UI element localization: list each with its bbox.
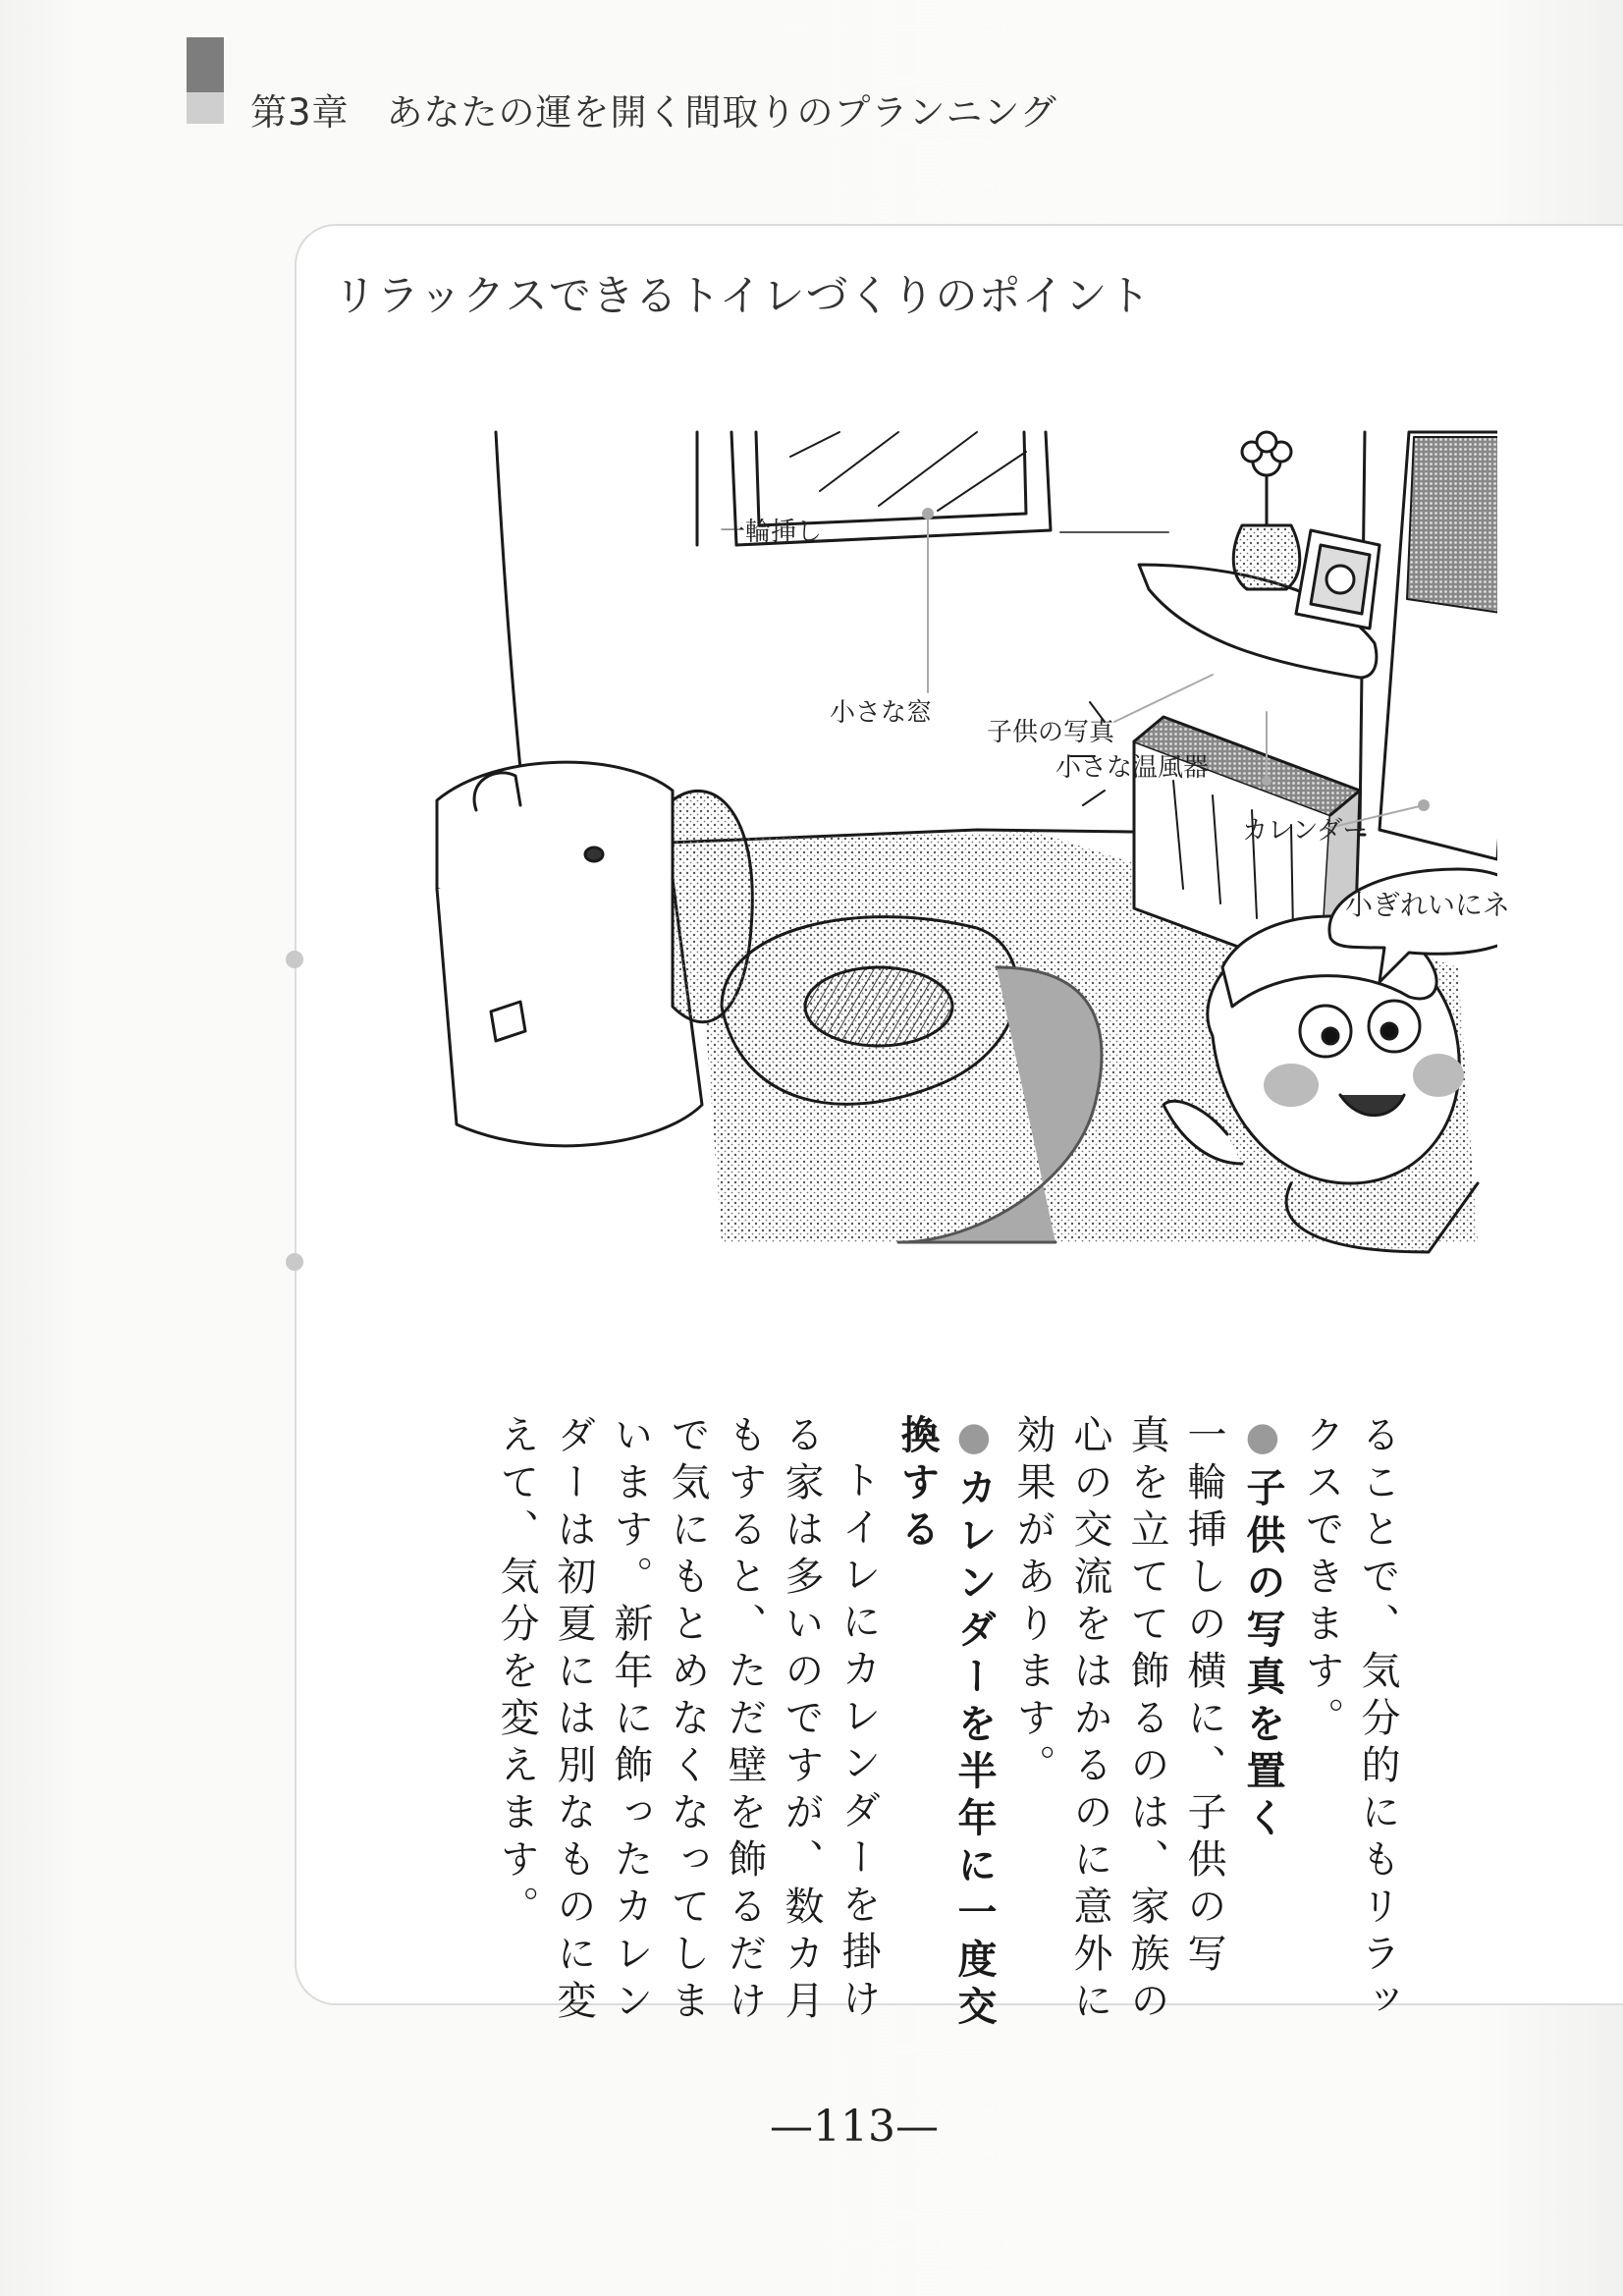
label-speech-bubble: 小ぎれいにネ: [1345, 889, 1511, 921]
body-column-11: る家は多いのですが、数カ月: [779, 1414, 824, 2027]
heading-bullet-1: ●: [1240, 1414, 1285, 1467]
heading-calendar-text: カレンダーを半年に一度交: [951, 1467, 997, 2033]
panel-title: リラックスできるトイレづくりのポイント: [334, 272, 1152, 321]
chapter-title: 第3章 あなたの運を開く間取りのプランニング: [250, 91, 1057, 134]
label-flower-vase: 一輪挿し: [720, 518, 823, 547]
body-column-13: で気にもとめなくなってしま: [665, 1414, 710, 2027]
body-column-14: います。新年に飾ったカレン: [608, 1414, 653, 2027]
body-column-5: 真を立てて飾るのは、家族の: [1124, 1414, 1169, 2027]
body-column-6: 心の交流をはかるのに意外に: [1067, 1414, 1112, 2027]
heading-child-photo-text: 子供の写真を置く: [1240, 1467, 1285, 1844]
body-column-15: ダーは初夏には別なものに変: [551, 1414, 596, 2027]
heading-child-photo: [1235, 1414, 1290, 2043]
toilet-illustration: [349, 417, 1511, 1272]
body-column-10: トイレにカレンダーを掛け: [836, 1459, 881, 2025]
page-number: —113—: [770, 2102, 939, 2152]
panel-edge-dot-1: [286, 951, 303, 968]
body-column-12: もすると、ただ壁を飾るだけ: [722, 1414, 767, 2027]
body-column-1: ることで、気分的にもリラッ: [1355, 1414, 1400, 2027]
chapter-tab-marker: [187, 37, 224, 124]
label-small-window: 小さな窓: [830, 698, 933, 728]
body-column-16: えて、気分を変えます。: [494, 1414, 539, 1933]
body-column-7: 効果があります。: [1010, 1414, 1055, 1791]
body-column-2: クスできます。: [1299, 1414, 1344, 1744]
chapter-tab-dark: [187, 37, 224, 92]
label-heater: 小さな温風器: [1055, 753, 1210, 783]
heading-bullet-2: ●: [951, 1414, 997, 1467]
heading-calendar: [947, 1414, 1001, 2043]
heading-calendar-cont: 換する: [894, 1414, 940, 1556]
label-calendar: カレンダー: [1242, 816, 1369, 846]
chapter-tab-light: [187, 92, 224, 124]
panel-edge-dot-2: [286, 1253, 303, 1271]
label-child-photo: 子供の写真: [987, 718, 1115, 747]
body-column-4: 一輪挿しの横に、子供の写: [1181, 1414, 1226, 1980]
